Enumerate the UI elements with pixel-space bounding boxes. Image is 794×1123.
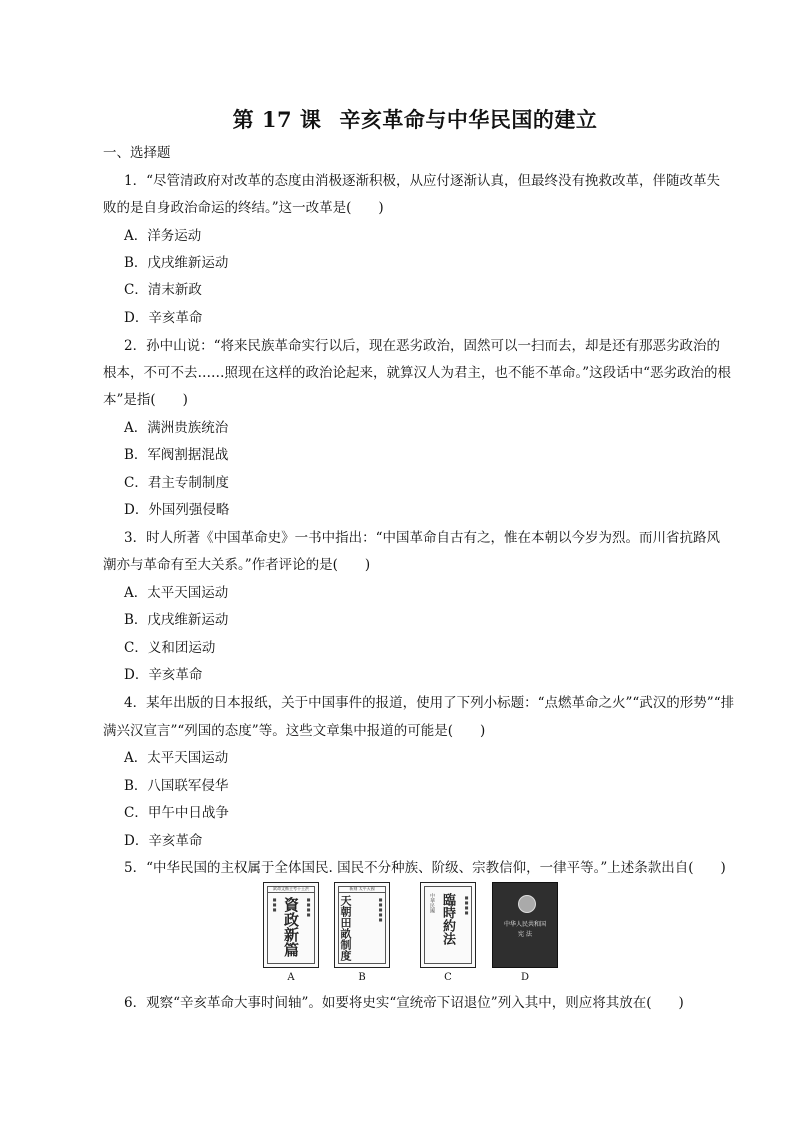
question-4-option-d: D．辛亥革命 bbox=[124, 833, 203, 849]
section-heading: 一、选择题 bbox=[103, 145, 171, 161]
book-cover-a: 欽命文衡主考干王洪 資政新篇 ■■■ ■■■■ bbox=[263, 882, 319, 968]
question-3-stem-line-1: 3．时人所著《中国革命史》一书中指出：“中国革命自古有之，惟在本朝以今岁为烈。而川省抗路风 bbox=[124, 530, 720, 546]
question-2-option-d: D．外国列强侵略 bbox=[124, 502, 230, 518]
question-2-option-b: B．军阀割据混战 bbox=[124, 447, 229, 463]
book-label-c: C bbox=[444, 972, 452, 983]
book-a-title: 資政新篇 bbox=[282, 897, 300, 957]
lesson-name: 辛亥革命与中华民国的建立 bbox=[339, 107, 598, 132]
book-label-a: A bbox=[287, 972, 295, 983]
book-b-title: 天朝田畝制度 bbox=[339, 895, 352, 961]
question-1-stem-line-1: 1．“尽管清政府对改革的态度由消极逐渐积极，从应付逐渐认真，但最终没有挽救改革，伴随改革失 bbox=[124, 173, 720, 189]
book-d-line-2: 宪 法 bbox=[518, 931, 532, 938]
book-covers-figure bbox=[263, 882, 563, 987]
question-1-stem-line-2: 败的是自身政治命运的终结。”这一改革是( ) bbox=[103, 200, 384, 216]
lesson-number: 第 17 课 bbox=[232, 107, 322, 132]
book-label-b: B bbox=[358, 972, 366, 983]
question-2-option-c: C．君主专制制度 bbox=[124, 475, 229, 491]
question-2-option-a: A．满洲贵族统治 bbox=[124, 420, 229, 436]
question-2-stem-line-2: 根本，不可不去……照现在这样的政治论起来，就算汉人为君主，也不能不革命。”这段话中“恶劣政治的根 bbox=[103, 365, 732, 381]
book-label-d: D bbox=[520, 972, 530, 983]
book-cover-c: 臨時約法 中華民國 ■■■■ bbox=[420, 882, 476, 968]
question-3-option-d: D．辛亥革命 bbox=[124, 667, 203, 683]
national-emblem-icon bbox=[518, 895, 536, 913]
book-c-title: 臨時約法 bbox=[440, 893, 455, 945]
book-a-top-text: 欽命文衡主考干王洪 bbox=[267, 886, 315, 893]
question-1-option-b: B．戊戌维新运动 bbox=[124, 255, 229, 271]
page-title bbox=[0, 104, 794, 134]
question-2-stem-line-3: 本”是指( ) bbox=[103, 392, 188, 408]
book-cover-b: 新刻 太平天國 天朝田畝制度 ■■■■■ bbox=[334, 882, 390, 968]
question-1-option-a: A．洋务运动 bbox=[124, 228, 202, 244]
question-1-option-c: C．清末新政 bbox=[124, 282, 202, 298]
question-2-stem-line-1: 2．孙中山说：“将来民族革命实行以后，现在恶劣政治，固然可以一扫而去，却是还有那恶劣政治的 bbox=[124, 338, 720, 354]
book-d-line-1: 中华人民共和国 bbox=[503, 921, 546, 928]
question-3-option-a: A．太平天国运动 bbox=[124, 585, 229, 601]
question-1-option-d: D．辛亥革命 bbox=[124, 310, 203, 326]
question-3-option-c: C．义和团运动 bbox=[124, 640, 216, 656]
question-6-stem: 6．观察“辛亥革命大事时间轴”。如要将史实“宣统帝下诏退位”列入其中，则应将其放在( ) bbox=[124, 995, 684, 1011]
question-4-option-a: A．太平天国运动 bbox=[124, 750, 229, 766]
book-cover-d bbox=[492, 882, 558, 968]
book-b-top-text: 新刻 太平天國 bbox=[338, 886, 386, 893]
question-4-option-b: B．八国联军侵华 bbox=[124, 778, 229, 794]
question-4-stem-line-2: 满兴汉宣言”“列国的态度”等。这些文章集中报道的可能是( ) bbox=[103, 723, 486, 739]
question-5-stem: 5．“中华民国的主权属于全体国民. 国民不分种族、阶级、宗教信仰，一律平等。”上述条款出自( ) bbox=[124, 860, 726, 876]
question-4-stem-line-1: 4．某年出版的日本报纸，关于中国事件的报道，使用了下列小标题：“点燃革命之火”“武汉的形势”“排 bbox=[124, 695, 735, 711]
question-3-stem-line-2: 潮亦与革命有至大关系。”作者评论的是( ) bbox=[103, 557, 371, 573]
question-4-option-c: C．甲午中日战争 bbox=[124, 805, 229, 821]
question-3-option-b: B．戊戌维新运动 bbox=[124, 612, 229, 628]
book-c-top-text: 中華民國 bbox=[429, 893, 435, 913]
